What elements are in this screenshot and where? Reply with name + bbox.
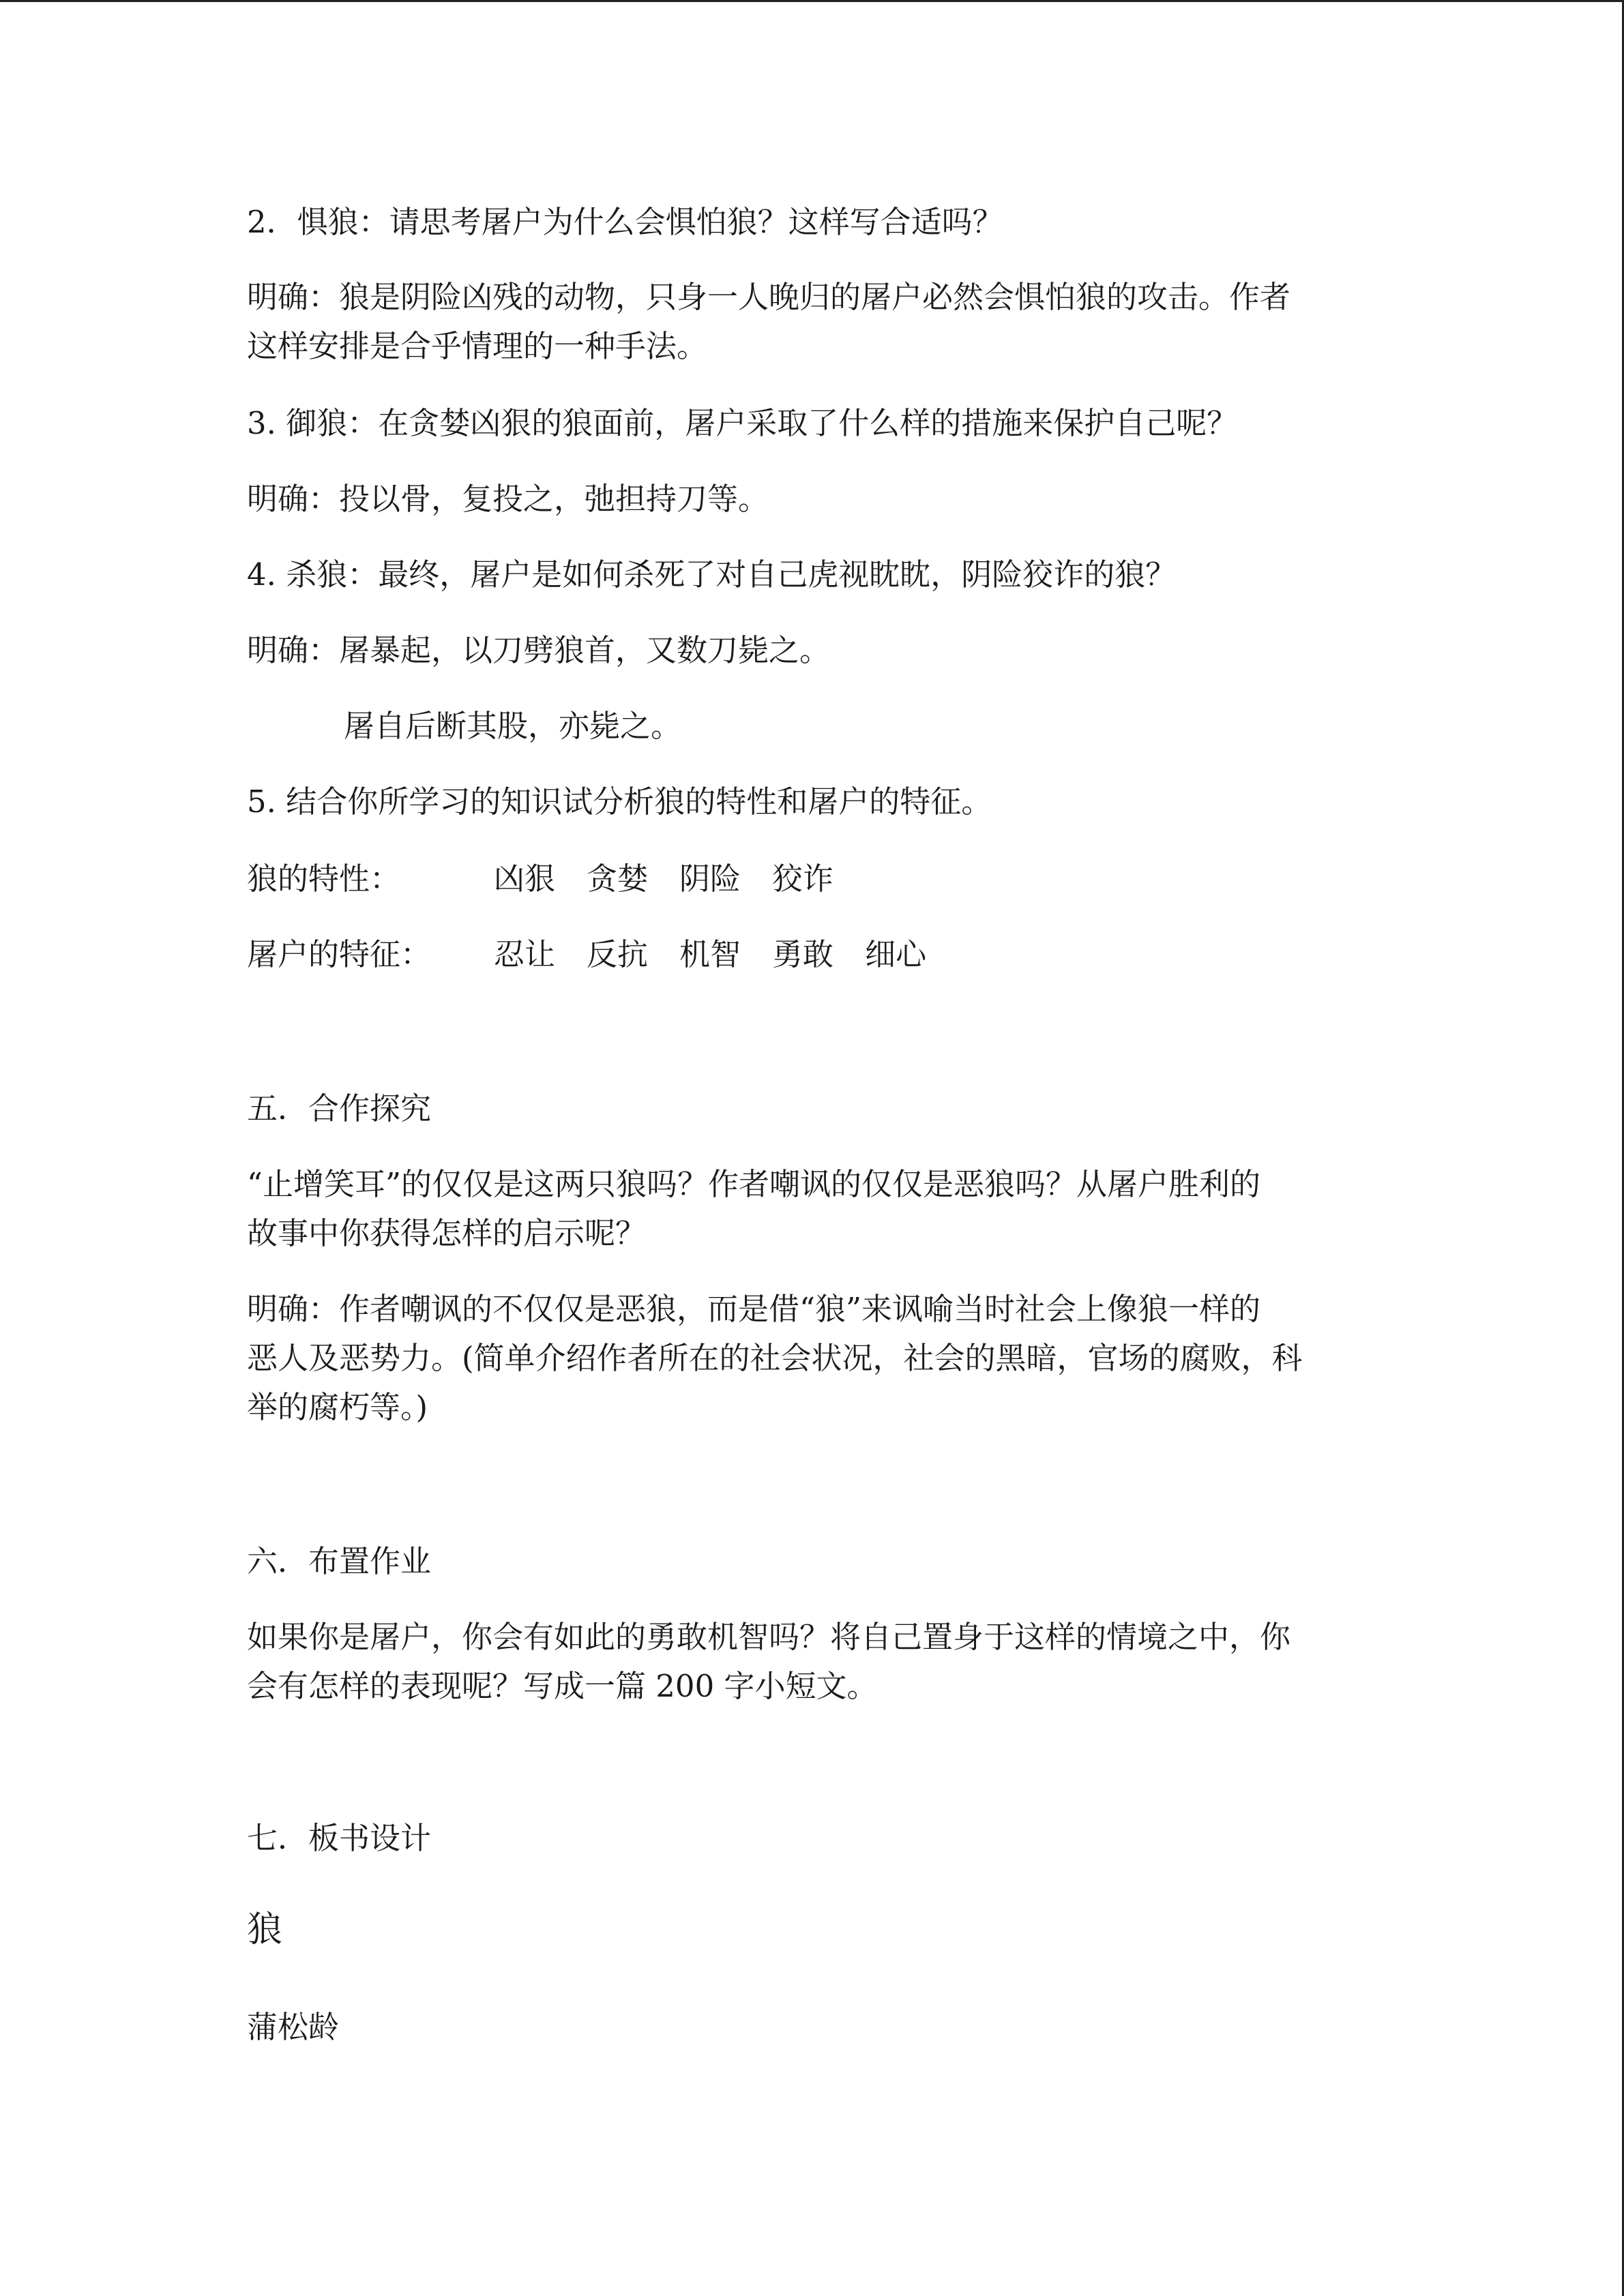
part5-question-line-2: 故事中你获得怎样的启示呢？ — [247, 1215, 647, 1251]
q3-answer: 明确：投以骨，复投之，弛担持刀等。 — [247, 481, 769, 517]
butcher-trait: 机智 — [679, 936, 741, 972]
q2-question: 2．惧狼：请思考屠户为什么会惧怕狼？这样写合适吗？ — [247, 204, 1003, 240]
q4-answer-line-1: 明确：屠暴起，以刀劈狼首，又数刀毙之。 — [247, 632, 831, 668]
wolf-trait: 阴险 — [679, 861, 741, 897]
part5-answer-line-3: 举的腐朽等。) — [247, 1389, 428, 1425]
part6-line-1: 如果你是屠户，你会有如此的勇敢机智吗？将自己置身于这样的情境之中，你 — [247, 1619, 1291, 1655]
part5-answer-line-1: 明确：作者嘲讽的不仅仅是恶狼，而是借“狼”来讽喻当时社会上像狼一样的 — [247, 1291, 1261, 1327]
butcher-trait: 忍让 — [494, 936, 556, 972]
part5-question-line-1: “止增笑耳”的仅仅是这两只狼吗？作者嘲讽的仅仅是恶狼吗？从屠户胜利的 — [247, 1166, 1261, 1202]
wolf-traits-row — [247, 854, 865, 904]
q3-question: 3. 御狼：在贪婪凶狠的狼面前，屠户采取了什么样的措施来保护自己呢？ — [247, 405, 1238, 441]
butcher-trait: 勇敢 — [772, 936, 834, 972]
wolf-trait: 贪婪 — [587, 861, 649, 897]
wolf-traits-label: 狼的特性： — [247, 861, 401, 897]
q2-answer-line-1: 明确：狼是阴险凶残的动物，只身一人晚归的屠户必然会惧怕狼的攻击。作者 — [247, 279, 1291, 315]
part5-answer-line-2: 恶人及恶势力。(简单介绍作者所在的社会状况，社会的黑暗，官场的腐败，科 — [247, 1340, 1303, 1376]
part7-heading: 七．板书设计 — [247, 1820, 432, 1856]
q4-answer-line-2: 屠自后断其股，亦毙之。 — [344, 708, 682, 744]
part5-heading: 五．合作探究 — [247, 1090, 432, 1127]
wolf-trait: 狡诈 — [772, 861, 834, 897]
board-author: 蒲松龄 — [247, 2009, 340, 2045]
butcher-trait: 反抗 — [587, 936, 649, 972]
q2-answer-line-2: 这样安排是合乎情理的一种手法。 — [247, 328, 708, 364]
part6-line-2: 会有怎样的表现呢？写成一篇 200 字小短文。 — [247, 1668, 878, 1704]
board-title: 狼 — [247, 1909, 283, 1950]
q5-question: 5. 结合你所学习的知识试分析狼的特性和屠户的特征。 — [247, 784, 992, 820]
wolf-trait: 凶狠 — [494, 861, 556, 897]
butcher-traits-label: 屠户的特征： — [247, 936, 432, 972]
part6-heading: 六．布置作业 — [247, 1543, 432, 1579]
butcher-trait: 细心 — [865, 936, 927, 972]
butcher-traits-row — [247, 930, 958, 979]
q4-question: 4. 杀狼：最终，屠户是如何杀死了对自己虎视眈眈，阴险狡诈的狼？ — [247, 556, 1177, 593]
